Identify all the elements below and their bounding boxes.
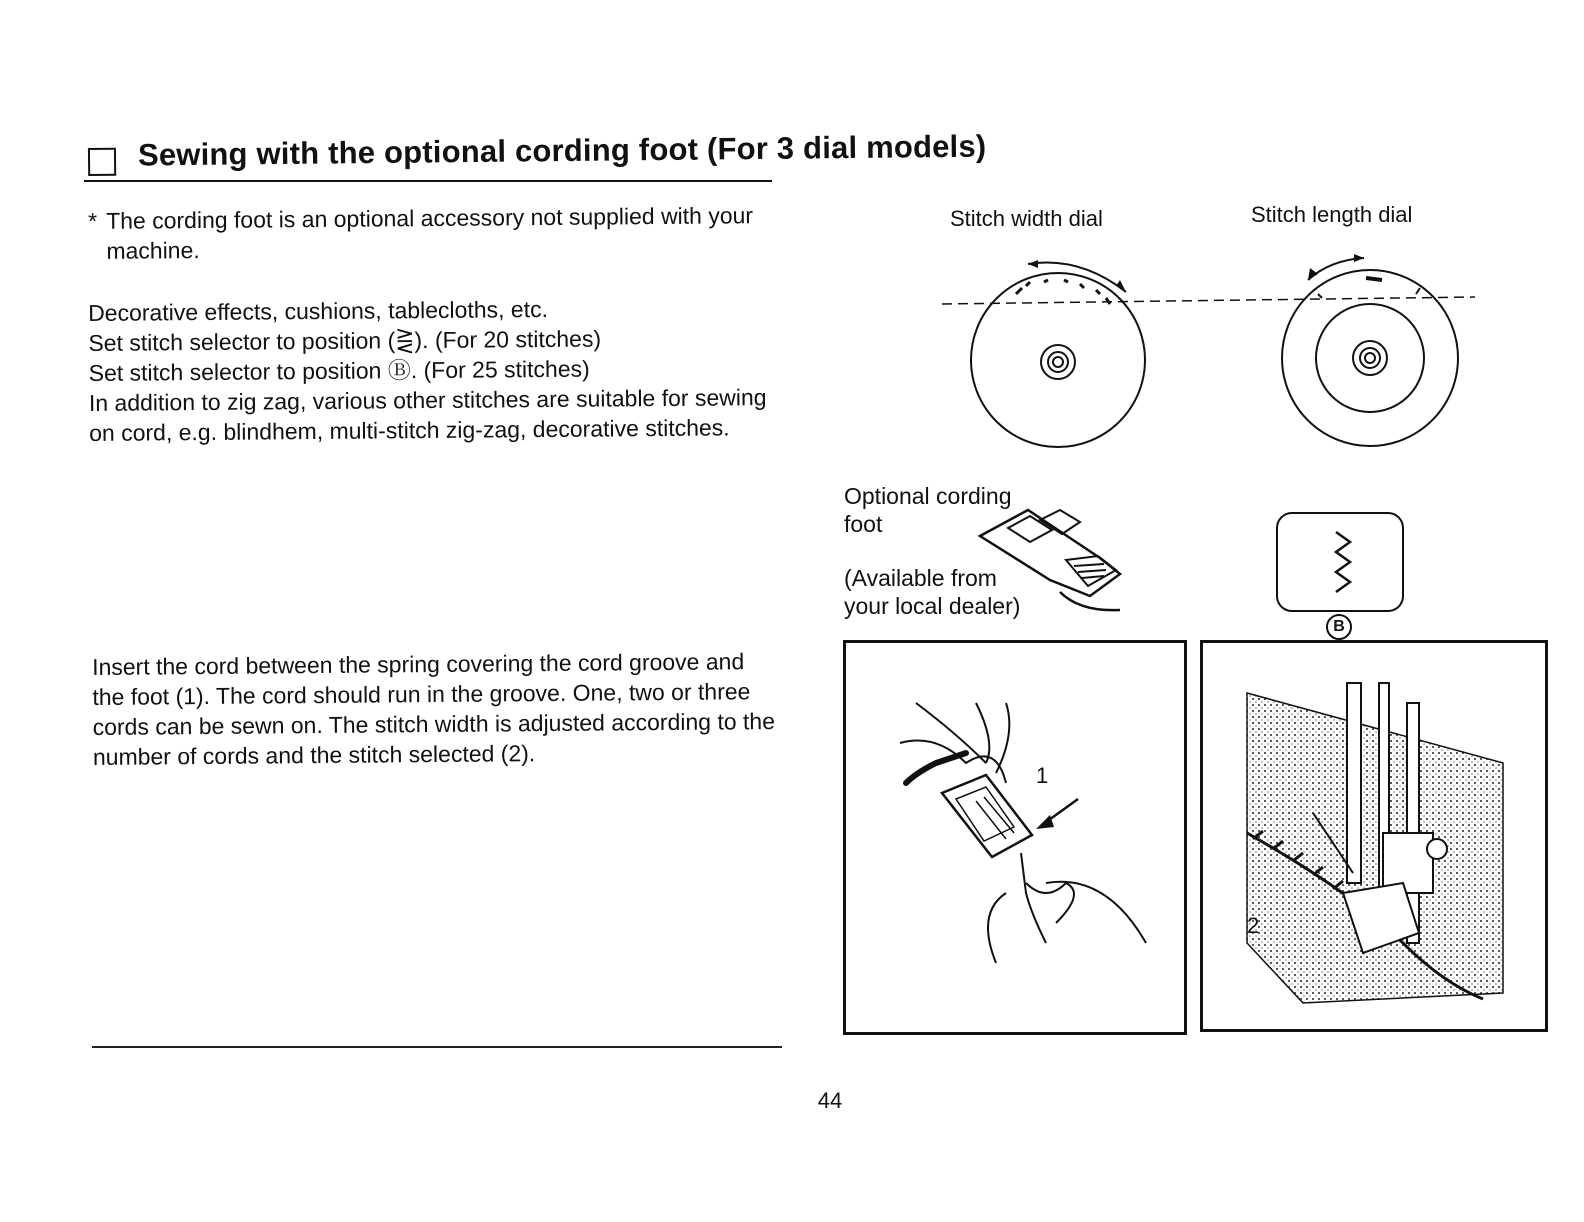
availability-line2: your local dealer) (844, 593, 1021, 619)
dials-illustration (930, 240, 1490, 460)
page-number: 44 (817, 1088, 843, 1113)
usage-line-selector-25: Set stitch selector to position Ⓑ. (For 25 stitches) (88, 355, 590, 386)
usage-paragraph (88, 292, 789, 448)
stitch-selector-window (1276, 512, 1404, 612)
cording-foot-label-line2: foot (844, 511, 883, 537)
zigzag-stitch-icon (1278, 514, 1401, 609)
section-title (88, 116, 1089, 186)
figure-2-callout-number: 2 (1247, 913, 1260, 938)
usage-line-decorative: Decorative effects, cushions, tablecloths, etc. (88, 295, 549, 326)
figure-2-frame (1200, 640, 1548, 1032)
cording-foot-label-line1: Optional cording (844, 483, 1012, 509)
cording-foot-icon (970, 500, 1130, 630)
hand-inserting-cord-illustration (846, 643, 1184, 1032)
usage-line-other-stitches: In addition to zig zag, various other stitches are suitable for sewing on cord, e.g. blindhem, multi-stitch zig-zag, decorative stitches. (88, 384, 767, 446)
stitch-length-dial-label: Stitch length dial (1251, 202, 1413, 227)
stitch-width-dial-label: Stitch width dial (950, 206, 1103, 231)
instructions-paragraph: Insert the cord between the spring covering the cord groove and the foot (1). The cord should run in the groove. One, two or three cords can be sewn on. The stitch width is adjusted according to the number of cords and the stitch selected (2). (92, 648, 776, 770)
note-text: The cording foot is an optional accessory not supplied with your machine. (106, 202, 754, 264)
availability-line1: (Available from (844, 565, 997, 591)
dial-reference-line (942, 297, 1475, 304)
figure-1-frame (843, 640, 1187, 1035)
checkbox-square-icon (88, 148, 116, 176)
stitch-position-b-badge: B (1326, 614, 1352, 640)
title-underline (84, 180, 772, 182)
usage-line-selector-20: Set stitch selector to position (⋛). (For 20 stitches) (88, 325, 602, 356)
bottom-divider (92, 1046, 782, 1048)
note-asterisk: * (88, 207, 98, 234)
figure-1-callout-number: 1 (1036, 763, 1049, 788)
stitch-length-dial-icon (1282, 254, 1458, 446)
optional-accessory-note (88, 200, 778, 266)
section-title-text: Sewing with the optional cording foot (For 3 dial models) (137, 128, 987, 173)
sewing-cord-illustration (1203, 643, 1545, 1029)
stitch-width-dial-icon (971, 260, 1145, 447)
